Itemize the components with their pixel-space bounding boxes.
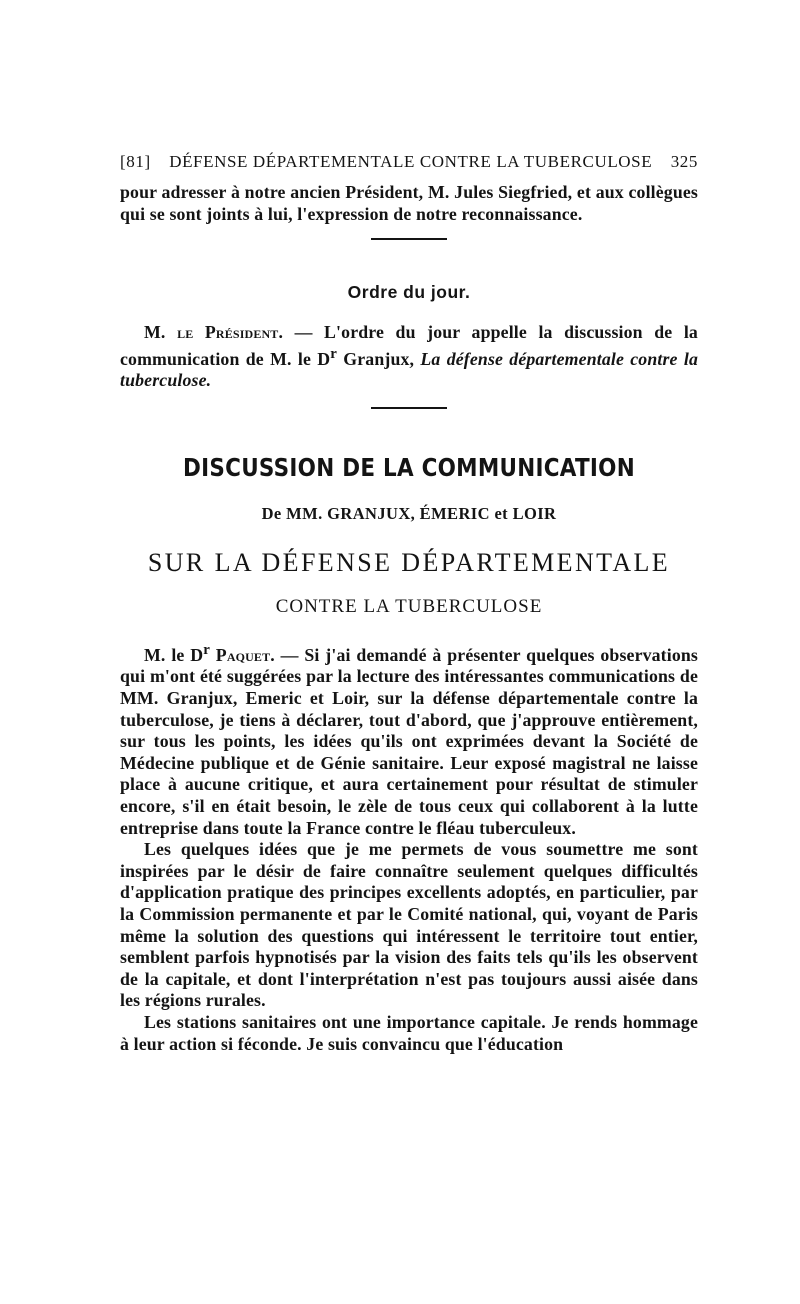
body-paragraph-3: Les stations sanitaires ont une importance capitale. Je rends hommage à leur action si féconde. Je suis convaincu que l'éducation [120,1011,698,1054]
speaker-prefix: M. le D [144,644,204,665]
paragraph-text: — Si j'ai demandé à présenter quelques observations qui m'ont été suggérées par la lecture des intéressantes communications de MM. Granjux, Emeric et Loir, sur la défense départementale contre la tuberculose, je tiens à déclarer, tout d'abord, que j'approuve entièrement, sur tous les points, les idées qu'ils ont exprimées devant la Société de Médecine publique et de Génie sanitaire. Leur exposé magistral ne laisse place à aucune critique, et aura certainement pour résultat de stimuler encore, s'il en était besoin, le zèle de tous ceux qui collaborent à la lutte entreprise dans toute la France contre le fléau tuberculeux. [120,644,698,838]
ordre-paragraph [120,322,698,392]
ordre-text: — L'ordre du jour appelle la discussion de la communication de M. le D [120,322,698,369]
subtitle-defense: SUR LA DÉFENSE DÉPARTEMENTALE [147,547,671,577]
superscript: r [330,345,338,362]
intro-paragraph: pour adresser à notre ancien Président, M. Jules Siegfried, et aux collègues qui se sont joints à lui, l'expression de notre reconnaissance. [120,182,698,224]
speaker-name: Paquet. [210,644,275,665]
communication-title: La défense départementale contre la tuberculose. [120,348,698,391]
divider-rule [371,238,447,240]
running-title: DÉFENSE DÉPARTEMENTALE CONTRE LA TUBERCULOSE [169,152,653,171]
speaker-role: le Président. [177,322,284,343]
superscript: r [203,641,210,658]
running-header [120,150,698,174]
authors-byline: De MM. GRANJUX, ÉMERIC et LOIR [261,503,557,523]
page-number: 325 [670,152,698,171]
ordre-du-jour-heading: Ordre du jour. [347,282,471,303]
speaker-prefix: M. [144,322,166,343]
divider-rule [371,407,447,409]
subtitle-tuberculose: CONTRE LA TUBERCULOSE [275,595,543,617]
document-page [120,150,698,1055]
ordre-text-after: Granjux, [337,348,421,369]
body-paragraph-2: Les quelques idées que je me permets de vous soumettre me sont inspirées par le désir de faire connaître seulement quelques difficultés d'application pratique des principes excellents adoptés, en particulier, par la Commission permanente et par le Comité national, qui, voyant de Paris même la solution des questions qui intéressent le territoire tout entier, semblent parfois hypnotisés par la vision des faits tels qu'ils les observent de la capitale, et dont l'interprétation n'est pas toujours aussi aisée dans les régions rurales. [120,839,698,1011]
body-paragraph-1 [120,640,698,839]
discussion-title: DISCUSSION DE LA COMMUNICATION [183,452,635,482]
section-reference: [81] [120,152,151,171]
